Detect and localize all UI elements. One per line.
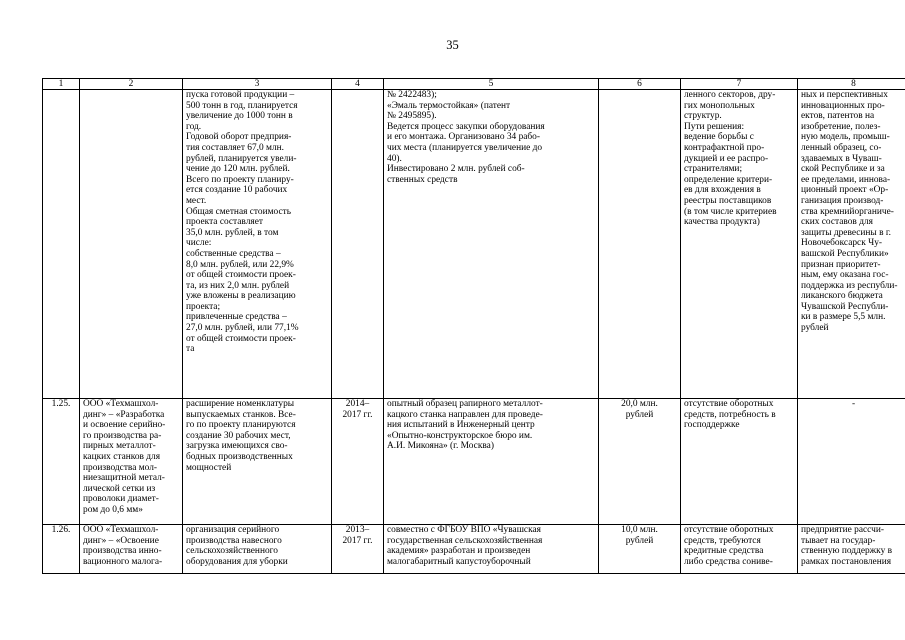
cell-period <box>332 525 384 574</box>
cell-text-line: реестры поставщиков <box>684 195 772 206</box>
cell-text-line: год. <box>186 121 202 132</box>
table-row <box>43 90 905 399</box>
cell-text-line: производства навесного <box>186 535 282 546</box>
cell-text-line: рублей, планируется увели- <box>186 153 297 164</box>
cell-status <box>384 90 599 399</box>
cell-text-line: ным, ему оказана гос- <box>801 270 889 281</box>
cell-text-line: кредитные средства <box>684 546 764 557</box>
cell-text-line: кацкого станка направлен для проведе- <box>387 409 543 420</box>
cell-text-line: рублей <box>625 535 654 546</box>
cell-text-line: бодных производственных <box>186 451 293 462</box>
cell-text-line: 8,0 млн. рублей, или 22,9% <box>186 259 294 270</box>
cell-text-line: создание 30 рабочих мест, <box>186 430 291 441</box>
cell-text-line: Инвестировано 2 млн. рублей соб- <box>387 164 525 175</box>
cell-text-line: 40). <box>387 153 402 164</box>
cell-text-line: оборудования для уборки <box>186 556 288 567</box>
cell-text-line: инновационных про- <box>801 100 885 111</box>
cell-text-line: - <box>851 399 856 409</box>
header-row <box>43 79 905 90</box>
cell-text-line: расширение номенклатуры <box>186 399 295 409</box>
cell-text-line: ния испытаний в Инженерный центр <box>387 420 535 431</box>
cell-support <box>798 90 905 399</box>
cell-text-line: проекта; <box>186 301 221 312</box>
cell-text-line: ственную поддержку в <box>801 546 893 557</box>
cell-text-line: сельскохозяйственного <box>186 546 278 557</box>
cell-text-line: ных и перспективных <box>801 90 888 100</box>
cell-project <box>80 399 183 525</box>
cell-text-line: лической сетки из <box>83 483 156 494</box>
cell-text-line: ную модель, промыш- <box>801 132 890 143</box>
cell-text-line: ниезащитной метал- <box>83 473 165 484</box>
cell-text-line: кацких станков для <box>83 451 161 462</box>
cell-text-line: ства кремнийорганиче- <box>801 206 894 217</box>
cell-number <box>43 90 80 399</box>
column-header: 7 <box>681 79 798 90</box>
cell-description <box>183 90 332 399</box>
cell-text-line: поддержка из республи- <box>801 280 898 291</box>
cell-text-line: совместно с ФГБОУ ВПО «Чувашская <box>387 525 541 535</box>
cell-text-line: организация серийного <box>186 525 280 535</box>
cell-text-line: вашской Республики» <box>801 248 889 259</box>
cell-text-line: увеличение до 1000 тонн в <box>186 111 293 122</box>
cell-description <box>183 399 332 525</box>
cell-text-line: динг» – «Освоение <box>83 535 159 546</box>
cell-text-line: тывает на государ- <box>801 535 876 546</box>
cell-text-line: средств, требуются <box>684 535 761 546</box>
cell-text-line: ленный образец, со- <box>801 142 882 153</box>
cell-text-line: чение до 120 млн. рублей. <box>186 164 290 175</box>
data-table <box>42 78 905 574</box>
cell-text-line: изобретение, полез- <box>801 121 881 132</box>
cell-text-line: ской Республике и за <box>801 164 885 175</box>
cell-text-line: здаваемых в Чуваш- <box>801 153 882 164</box>
cell-amount <box>599 525 681 574</box>
cell-text-line: уже вложены в реализацию <box>186 291 296 302</box>
cell-text-line: малогабаритный капустоуборочный <box>387 556 531 567</box>
cell-support <box>798 525 905 574</box>
cell-text-line: Всего по проекту планиру- <box>186 174 294 185</box>
cell-support <box>798 399 905 525</box>
cell-text-line: опытный образец рапирного металлот- <box>387 399 543 409</box>
cell-text-line: 2014– <box>345 399 370 409</box>
table-row <box>43 525 905 574</box>
cell-text-line: академия» разработан и произведен <box>387 546 531 557</box>
cell-text-line: ее пределами, иннова- <box>801 174 891 185</box>
cell-text-line: выпускаемых станков. Все- <box>186 409 296 420</box>
cell-amount <box>599 399 681 525</box>
cell-text-line: странителями; <box>684 164 743 175</box>
cell-text-line: ских составов для <box>801 217 873 228</box>
cell-text-line: качества продукта) <box>684 217 760 228</box>
cell-text-line: проволоки диамет- <box>83 494 159 505</box>
cell-text-line: мощностей <box>186 462 232 473</box>
cell-text-line: проекта составляет <box>186 217 263 228</box>
cell-problems <box>681 399 798 525</box>
cell-text-line: предприятие рассчи- <box>801 525 885 535</box>
cell-text-line: 35,0 млн. рублей, в том <box>186 227 279 238</box>
cell-problems <box>681 525 798 574</box>
cell-text-line: ООО «Техмашхол- <box>83 399 159 409</box>
cell-text-line: и его монтажа. Организовано 34 рабо- <box>387 132 540 143</box>
cell-text-line: собственные средства – <box>186 248 281 259</box>
cell-text-line: 20,0 млн. <box>621 399 658 409</box>
cell-text-line: тия составляет 67,0 млн. <box>186 142 285 153</box>
cell-text-line: динг» – «Разработка <box>83 409 165 420</box>
cell-text-line: рублей <box>801 323 829 334</box>
cell-text-line: средств, потребность в <box>684 409 776 420</box>
cell-text-line: государственная сельскохозяйственная <box>387 535 543 546</box>
cell-text-line: 2017 гг. <box>342 535 373 546</box>
column-header: 4 <box>332 79 384 90</box>
cell-text-line: та, из них 2,0 млн. рублей <box>186 280 290 291</box>
cell-text-line: защиты древесины в г. <box>801 227 891 238</box>
cell-text-line: от общей стоимости проек- <box>186 270 296 281</box>
column-header: 3 <box>183 79 332 90</box>
cell-text-line: Общая сметная стоимость <box>186 206 291 217</box>
cell-text-line: ром до 0,6 мм» <box>83 504 143 515</box>
cell-text-line: рублей <box>625 409 654 420</box>
cell-text-line: отсутствие оборотных <box>684 399 774 409</box>
cell-text-line: производства мол- <box>83 462 158 473</box>
cell-number: 1.26. <box>43 525 80 574</box>
cell-text-line: рамках постановления <box>801 556 892 567</box>
cell-text-line: Чувашской Республи- <box>801 301 889 312</box>
cell-text-line: вационного малога- <box>83 556 163 567</box>
cell-text-line: Новочебоксарск Чу- <box>801 238 883 249</box>
cell-text-line: А.И. Микояна» (г. Москва) <box>387 441 494 452</box>
cell-amount <box>599 90 681 399</box>
cell-text-line: контрафактной про- <box>684 142 765 153</box>
cell-text-line: пирных металлот- <box>83 441 156 452</box>
cell-text-line: ки в размере 5,5 млн. <box>801 312 886 323</box>
column-header: 1 <box>43 79 80 90</box>
cell-status <box>384 399 599 525</box>
cell-text-line: го по проекту планируются <box>186 420 296 431</box>
cell-text-line: ственных средств <box>387 174 458 185</box>
cell-text-line: ганизация производ- <box>801 195 884 206</box>
cell-text-line: числе: <box>186 238 212 249</box>
cell-text-line: чих места (планируется увеличение до <box>387 142 543 153</box>
cell-text-line: № 2495895). <box>387 111 437 122</box>
cell-text-line: «Опытно-конструкторское бюро им. <box>387 430 533 441</box>
page-number: 35 <box>446 38 459 52</box>
cell-period <box>332 90 384 399</box>
cell-text-line: 2017 гг. <box>342 409 373 420</box>
column-header: 5 <box>384 79 599 90</box>
cell-text-line: и освоение серийно- <box>83 420 166 431</box>
cell-text-line: структур. <box>684 111 722 122</box>
cell-text-line: 500 тонн в год, планируется <box>186 100 298 111</box>
cell-text-line: Пути решения: <box>684 121 745 132</box>
cell-text-line: № 2422483); <box>387 90 437 100</box>
cell-text-line: (в том числе критериев <box>684 206 777 217</box>
cell-text-line: привлеченные средства – <box>186 312 287 323</box>
cell-text-line: ведение борьбы с <box>684 132 754 143</box>
cell-problems <box>681 90 798 399</box>
cell-text-line: ектов, патентов на <box>801 111 875 122</box>
cell-text-line: 10,0 млн. <box>621 525 658 535</box>
cell-text-line: дукцией и ее распро- <box>684 153 769 164</box>
cell-text-line: производства инно- <box>83 546 162 557</box>
cell-description <box>183 525 332 574</box>
cell-text-line: загрузка имеющихся сво- <box>186 441 288 452</box>
cell-text-line: отсутствие оборотных <box>684 525 774 535</box>
cell-text-line: 2013– <box>345 525 370 535</box>
cell-text-line: либо средства сонивe- <box>684 556 773 567</box>
cell-text-line: ленного секторов, дру- <box>684 90 776 100</box>
cell-text-line: го производства ра- <box>83 430 162 441</box>
cell-text-line: гих монопольных <box>684 100 755 111</box>
cell-text-line: от общей стоимости проек- <box>186 333 296 344</box>
cell-text-line: ев для вхождения в <box>684 185 761 196</box>
cell-text-line: ционный проект «Ор- <box>801 185 889 196</box>
cell-text-line: та <box>186 344 195 355</box>
cell-project <box>80 525 183 574</box>
column-header: 8 <box>798 79 905 90</box>
cell-text-line: определение критери- <box>684 174 773 185</box>
cell-text-line: Годовой оборот предприя- <box>186 132 292 143</box>
cell-text-line: «Эмаль термостойкая» (патент <box>387 100 511 111</box>
cell-text-line: мест. <box>186 195 207 206</box>
cell-text-line: ликанского бюджета <box>801 291 883 302</box>
cell-text-line: господдержке <box>684 420 740 431</box>
table-row <box>43 399 905 525</box>
cell-project <box>80 90 183 399</box>
cell-text-line: Ведется процесс закупки оборудования <box>387 121 545 132</box>
column-header: 2 <box>80 79 183 90</box>
cell-text-line: пуска готовой продукции – <box>186 90 295 100</box>
cell-text-line: ется создание 10 рабочих <box>186 185 288 196</box>
cell-number: 1.25. <box>43 399 80 525</box>
cell-status <box>384 525 599 574</box>
cell-text-line: 27,0 млн. рублей, или 77,1% <box>186 323 299 334</box>
cell-text-line: ООО «Техмашхол- <box>83 525 159 535</box>
cell-period <box>332 399 384 525</box>
cell-text-line: признан приоритет- <box>801 259 881 270</box>
column-header: 6 <box>599 79 681 90</box>
